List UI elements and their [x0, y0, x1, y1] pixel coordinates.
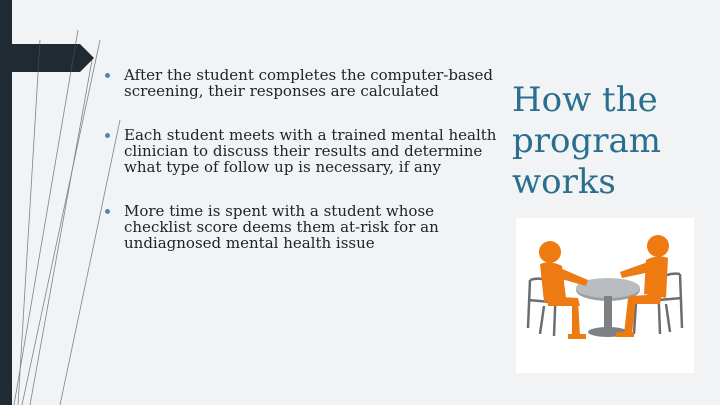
- meeting-clipart-icon: [516, 218, 694, 373]
- slide-title: [512, 80, 702, 203]
- bullet-dot-icon: [105, 133, 110, 138]
- title-line: How the: [512, 80, 658, 120]
- bullet-list: [105, 67, 500, 279]
- bullet-item: [105, 127, 500, 175]
- title-line: program: [512, 121, 662, 161]
- bullet-text: Each student meets with a trained mental health clinician to discuss their results and determine what type of follow up is necessary, if any: [124, 126, 497, 176]
- bullet-item: [105, 67, 500, 99]
- bullet-text: After the student completes the computer-based screening, their responses are calculated: [124, 66, 494, 100]
- bullet-text: More time is spent with a student whose checklist score deems them at-risk for an undiagnosed mental health issue: [124, 202, 439, 252]
- bullet-dot-icon: [105, 73, 110, 78]
- bullet-dot-icon: [105, 209, 110, 214]
- bullet-item: [105, 203, 500, 251]
- title-line: works: [512, 162, 616, 202]
